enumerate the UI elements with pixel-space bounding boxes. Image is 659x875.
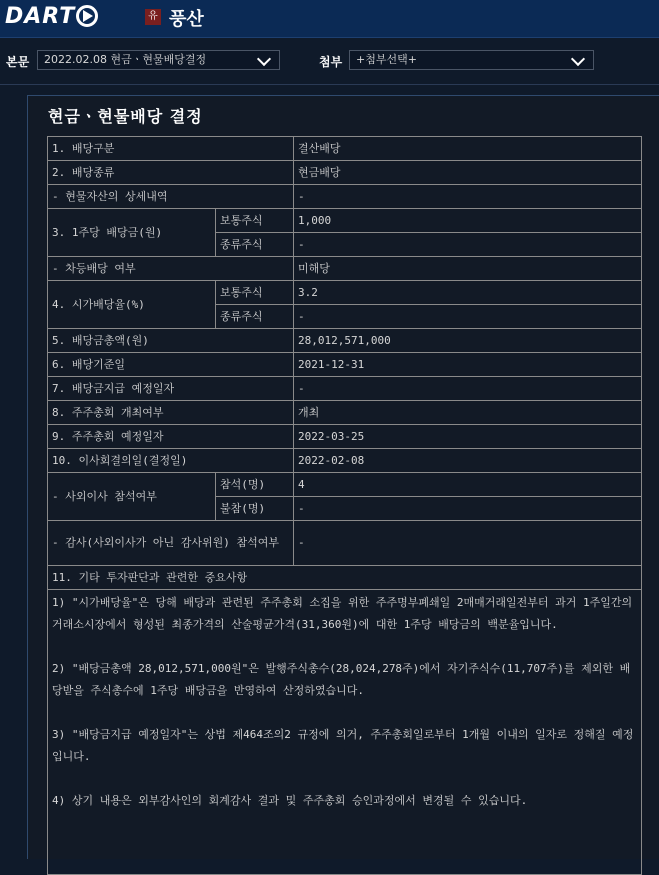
chevron-down-icon bbox=[257, 52, 271, 66]
row-value: 2022-02-08 bbox=[294, 449, 642, 473]
row-value: 2021-12-31 bbox=[294, 353, 642, 377]
row-value: - bbox=[294, 497, 642, 521]
row-label: 10. 이사회결의일(결정일) bbox=[48, 449, 294, 473]
row-value: 개최 bbox=[294, 401, 642, 425]
row-label: - 차등배당 여부 bbox=[48, 257, 294, 281]
document-title: 현금ㆍ현물배당 결정 bbox=[48, 107, 203, 126]
table-row bbox=[48, 281, 642, 305]
body-document-select[interactable] bbox=[37, 50, 280, 70]
chevron-down-icon bbox=[571, 52, 585, 66]
table-row bbox=[48, 401, 642, 425]
row-value: - bbox=[294, 305, 642, 329]
attachment-select[interactable] bbox=[349, 50, 594, 70]
body-select-value: 2022.02.08 현금ㆍ현물배당결정 bbox=[44, 53, 207, 66]
body-select-label: 본문 bbox=[6, 55, 30, 69]
market-badge: 유 bbox=[145, 9, 161, 25]
row-value: 2022-03-25 bbox=[294, 425, 642, 449]
row-value: 결산배당 bbox=[294, 137, 642, 161]
logo-play-icon bbox=[76, 5, 98, 27]
table-row bbox=[48, 425, 642, 449]
note-paragraph: 4) 상기 내용은 외부감사인의 회계감사 결과 및 주주총회 승인과정에서 변경될 수 있습니다. bbox=[52, 794, 528, 807]
row-sublabel: 보통주식 bbox=[216, 209, 294, 233]
row-label: 8. 주주총회 개최여부 bbox=[48, 401, 294, 425]
row-value: 3.2 bbox=[294, 281, 642, 305]
table-row bbox=[48, 590, 642, 875]
row-sublabel: 참석(명) bbox=[216, 473, 294, 497]
row-value: - bbox=[294, 233, 642, 257]
table-row bbox=[48, 209, 642, 233]
row-label: 1. 배당구분 bbox=[48, 137, 294, 161]
row-label: 5. 배당금총액(원) bbox=[48, 329, 294, 353]
row-label: 11. 기타 투자판단과 관련한 중요사항 bbox=[48, 566, 642, 590]
row-label: 4. 시가배당율(%) bbox=[48, 281, 216, 329]
row-label: - 현물자산의 상세내역 bbox=[48, 185, 294, 209]
table-row bbox=[48, 377, 642, 401]
row-value: 미해당 bbox=[294, 257, 642, 281]
table-row bbox=[48, 566, 642, 590]
row-label: 7. 배당금지급 예정일자 bbox=[48, 377, 294, 401]
attach-select-label: 첨부 bbox=[319, 55, 343, 69]
table-row bbox=[48, 353, 642, 377]
row-label: 9. 주주총회 예정일자 bbox=[48, 425, 294, 449]
dividend-table bbox=[47, 136, 642, 875]
table-row bbox=[48, 185, 642, 209]
row-value: - bbox=[294, 185, 642, 209]
attach-select-value: +첨부선택+ bbox=[356, 53, 417, 66]
row-value: 4 bbox=[294, 473, 642, 497]
row-label: 2. 배당종류 bbox=[48, 161, 294, 185]
note-paragraph: 1) "시가배당율"은 당해 배당과 관련된 주주총회 소집을 위한 주주명부폐쇄일 2매매거래일전부터 과거 1주일간의 거래소시장에서 형성된 최종가격의 산술평균가격(31,360원)에 대한 1주당 배당금의 백분율입니다. bbox=[52, 596, 633, 631]
row-sublabel: 종류주식 bbox=[216, 233, 294, 257]
table-row bbox=[48, 449, 642, 473]
row-label: 6. 배당기준일 bbox=[48, 353, 294, 377]
row-label: - 사외이사 참석여부 bbox=[48, 473, 216, 521]
row-value: - bbox=[294, 521, 642, 566]
notes-cell bbox=[48, 590, 642, 875]
row-label: - 감사(사외이사가 아닌 감사위원) 참석여부 bbox=[48, 521, 294, 566]
row-value: 현금배당 bbox=[294, 161, 642, 185]
row-label: 3. 1주당 배당금(원) bbox=[48, 209, 216, 257]
table-row bbox=[48, 329, 642, 353]
table-row bbox=[48, 257, 642, 281]
dart-logo[interactable] bbox=[5, 4, 98, 30]
table-row bbox=[48, 161, 642, 185]
row-value: - bbox=[294, 377, 642, 401]
row-value: 28,012,571,000 bbox=[294, 329, 642, 353]
note-paragraph: 3) "배당금지급 예정일자"는 상법 제464조의2 규정에 의거, 주주총회일로부터 1개월 이내의 일자로 정해질 예정입니다. bbox=[52, 728, 634, 763]
note-paragraph: 2) "배당금총액 28,012,571,000원"은 발행주식총수(28,024,278주)에서 자기주식수(11,707주)를 제외한 배당받을 주식총수에 1주당 배당금을 반영하여 산정하였습니다. bbox=[52, 662, 631, 697]
divider bbox=[0, 84, 659, 85]
row-sublabel: 불참(명) bbox=[216, 497, 294, 521]
table-row bbox=[48, 521, 642, 566]
top-bar bbox=[0, 0, 659, 38]
row-value: 1,000 bbox=[294, 209, 642, 233]
table-row bbox=[48, 473, 642, 497]
company-name[interactable]: 풍산 bbox=[169, 9, 204, 30]
table-row bbox=[48, 137, 642, 161]
row-sublabel: 종류주식 bbox=[216, 305, 294, 329]
row-sublabel: 보통주식 bbox=[216, 281, 294, 305]
logo-text: DART bbox=[5, 4, 76, 29]
